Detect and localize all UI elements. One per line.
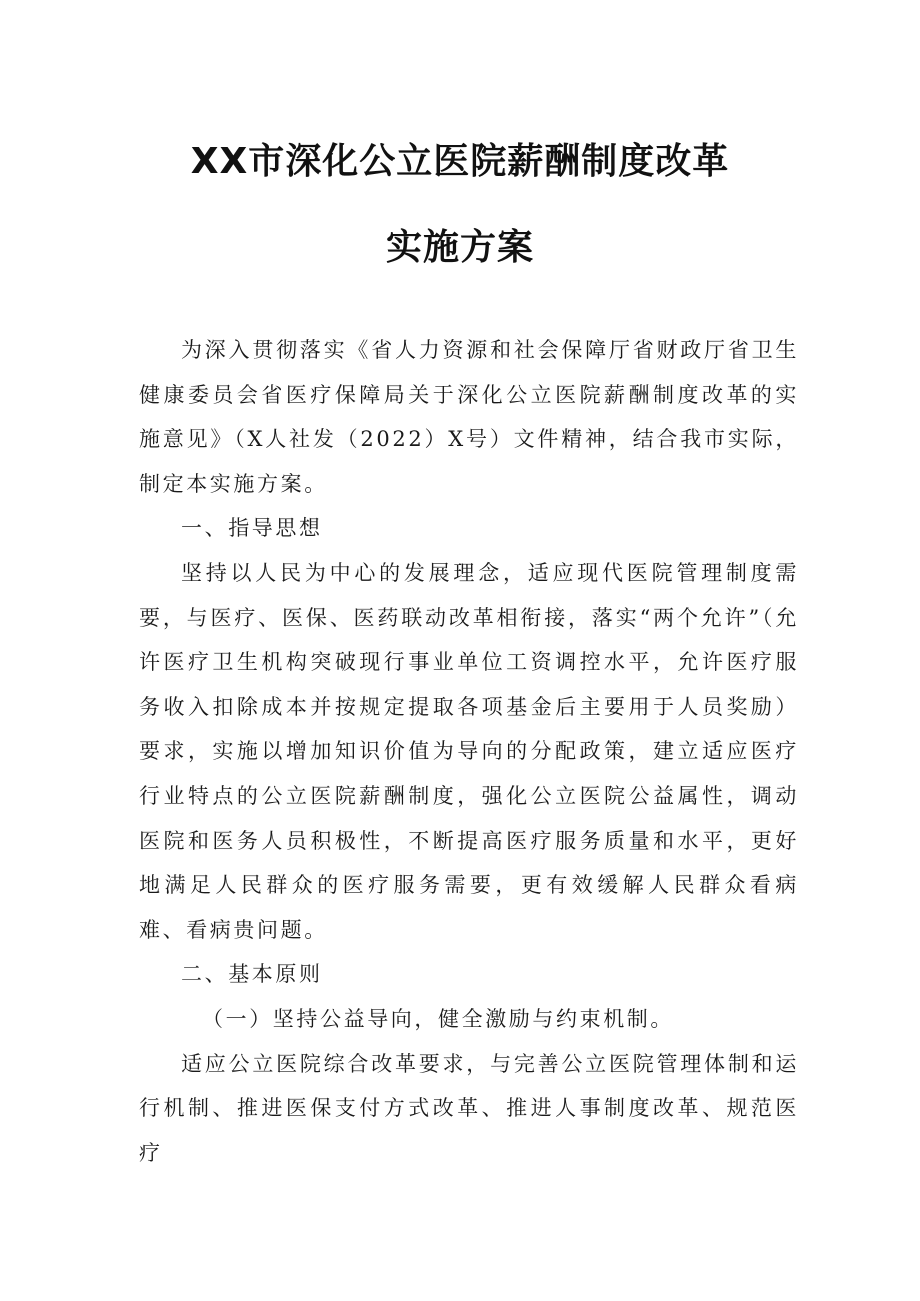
section-heading-basic-principles: 二、基本原则	[181, 962, 323, 987]
document-title-line-1: XX市深化公立医院薪酬制度改革	[190, 141, 730, 182]
guiding-ideology-paragraph: 坚持以人民为中心的发展理念，适应现代医院管理制度需要，与医疗、医保、医药联动改革相衔接，落实“两个允许”（允许医疗卫生机构突破现行事业单位工资调控水平，允许医疗服务收入扣除成本并按规定提取各项基金后主要用于人员奖励）要求，实施以增加知识价值为导向的分配政策，建立适应医疗行业特点的公立医院薪酬制度，强化公立医院公益属性，调动医院和医务人员积极性，不断提高医疗服务质量和水平，更好地满足人民群众的医疗服务需要，更有效缓解人民群众看病难、看病贵问题。	[139, 560, 799, 942]
public-welfare-paragraph: 适应公立医院综合改革要求，与完善公立医院管理体制和运行机制、推进医保支付方式改革、推进人事制度改革、规范医疗	[139, 1051, 799, 1165]
document-body	[139, 328, 799, 1175]
intro-paragraph: 为深入贯彻落实《省人力资源和社会保障厅省财政厅省卫生健康委员会省医疗保障局关于深化公立医院薪酬制度改革的实施意见》（X人社发（2022）X号）文件精神，结合我市实际，制定本实施方案。	[139, 338, 799, 496]
subsection-heading-public-welfare: （一）坚持公益导向，健全激励与约束机制。	[202, 1006, 674, 1031]
document-title-line-2: 实施方案	[385, 227, 534, 268]
section-heading-guiding-ideology: 一、指导思想	[181, 516, 323, 541]
